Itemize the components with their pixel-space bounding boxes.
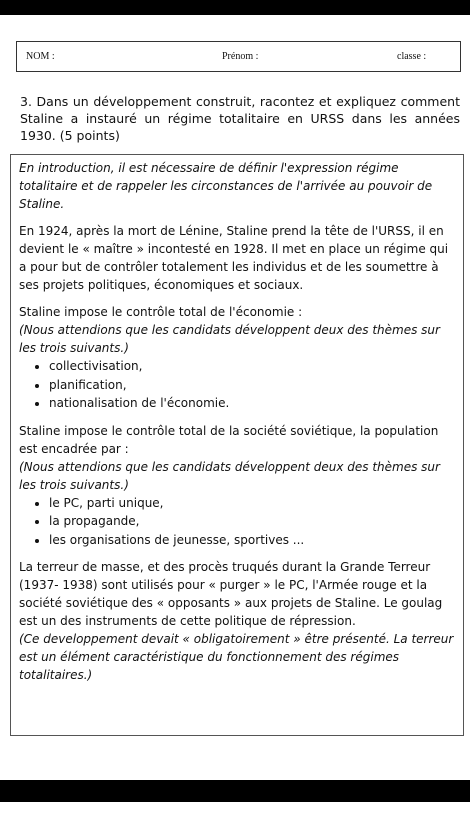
nom-label: NOM :: [26, 51, 55, 62]
bottom-black-bar: [0, 780, 470, 802]
intro-paragraph: En introduction, il est nécessaire de définir l'expression régime totalitaire et de rappeler les circonstances de l'arrivée au pouvoir de Staline.: [19, 161, 433, 211]
classe-label: classe :: [397, 51, 427, 62]
list-item: • le PC, parti unique,: [49, 494, 455, 513]
answer-box: [10, 154, 464, 736]
answer-content: [19, 159, 455, 684]
terror-note: (Ce developpement devait « obligatoirement » être présenté. La terreur est un élément caractéristique du fonctionnement des régimes totalitaires.): [19, 632, 454, 682]
economy-title: Staline impose le contrôle total de l'économie :: [19, 305, 303, 319]
top-black-bar: [0, 0, 470, 15]
list-item: • les organisations de jeunesse, sportives ...: [49, 531, 455, 550]
student-info-header: [16, 41, 461, 72]
society-list: [19, 494, 455, 550]
context-paragraph: En 1924, après la mort de Lénine, Staline prend la tête de l'URSS, il en devient le « maître » incontesté en 1928. Il met en place un régime qui a pour but de contrôler totalement les individus et de les soumettre à ses projets politiques, économiques et sociaux.: [19, 224, 449, 292]
prenom-label: Prénom :: [222, 51, 259, 62]
economy-note: (Nous attendions que les candidats développent deux des thèmes sur les trois suivants.): [19, 323, 440, 355]
list-item: • collectivisation,: [49, 357, 455, 376]
terror-paragraph: La terreur de masse, et des procès truqués durant la Grande Terreur (1937- 1938) sont utilisés pour « purger » le PC, l'Armée rouge et la société soviétique des « opposants » aux projets de Staline. Le goulag est un des instruments de cette politique de répression.: [19, 560, 443, 628]
list-item: • nationalisation de l'économie.: [49, 394, 455, 413]
society-note: (Nous attendions que les candidats développent deux des thèmes sur les trois suivants.): [19, 459, 440, 492]
list-item: • planification,: [49, 376, 455, 395]
society-title: Staline impose le contrôle total de la société soviétique, la population est encadrée par :: [19, 423, 439, 456]
economy-list: [19, 357, 455, 413]
list-item: • la propagande,: [49, 512, 455, 531]
question-text: 3. Dans un développement construit, racontez et expliquez comment Staline a instauré un régime totalitaire en URSS dans les années 1930. (5 points): [20, 94, 460, 143]
